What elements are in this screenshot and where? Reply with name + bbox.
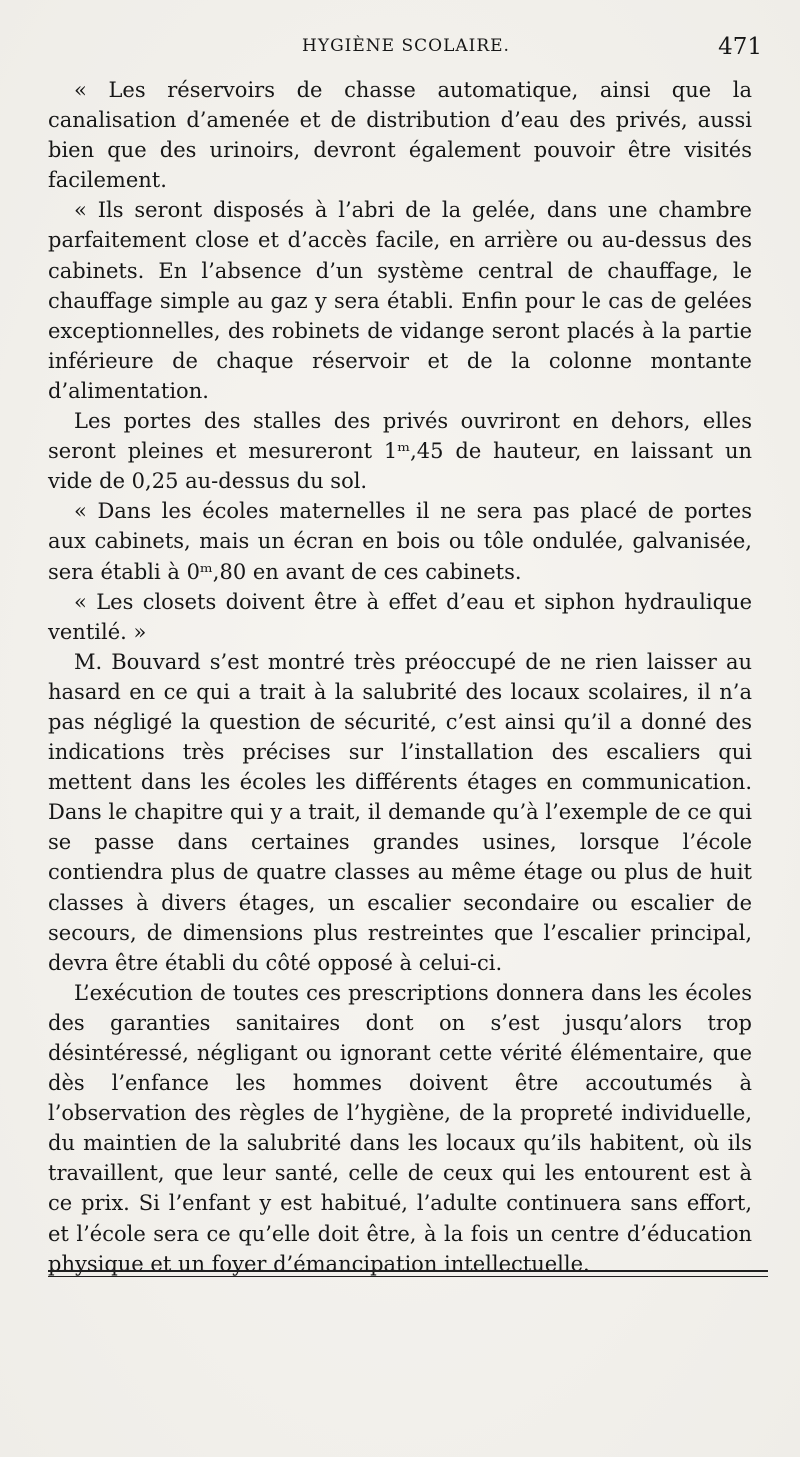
running-title: HYGIÈNE SCOLAIRE. bbox=[302, 36, 510, 56]
paragraph: L’exécution de toutes ces prescriptions donnera dans les écoles des garanties sanitaires dont on s’est jusqu’alors trop désintéressé, négligant ou ignorant cette vérité élémentaire, que dès l’enfance les hommes doivent être accoutumés à l’observation des règles de l’hygiène, de la propreté individuelle, du maintien de la salubrité dans les locaux qu’ils habitent, où ils travaillent, que leur santé, celle de ceux qui les entourent est à ce prix. Si l’enfant y est habitué, l’adulte continuera sans effort, et l’école sera ce qu’elle doit être, à la fois un centre d’éducation physique et un foyer d’émancipation intellectuelle. bbox=[48, 980, 752, 1276]
paragraph: « Les closets doivent être à effet d’eau et siphon hydraulique ventilé. » bbox=[48, 589, 752, 644]
paragraph: M. Bouvard s’est montré très préoccupé de ne rien laisser au hasard en ce qui a trait à la salubrité des locaux scolaires, il n’a pas négligé la question de sécurité, c’est ainsi qu’il a donné des indications très précises sur l’installation des escaliers qui mettent dans les écoles les différents étages en communication. Dans le chapitre qui y a trait, il demande qu’à l’exemple de ce qui se passe dans certaines grandes usines, lorsque l’école contiendra plus de quatre classes au même étage ou plus de huit classes à divers étages, un escalier secondaire ou escalier de secours, de dimensions plus restreintes que l’escalier principal, devra être établi du côté opposé à celui-ci. bbox=[48, 649, 752, 975]
page-number: 471 bbox=[718, 34, 762, 60]
paragraph: « Dans les écoles maternelles il ne sera pas placé de portes aux cabinets, mais un écran en bois ou tôle ondulée, galvanisée, sera établi à 0ᵐ,80 en avant de ces cabinets. bbox=[48, 499, 752, 584]
paragraph: « Les réservoirs de chasse automatique, ainsi que la canalisation d’amenée et de distribution d’eau des privés, aussi bien que des urinoirs, devront également pouvoir être visités facilement. bbox=[48, 78, 752, 193]
paragraph: Les portes des stalles des privés ouvriront en dehors, elles seront pleines et mesureront 1ᵐ,45 de hauteur, en laissant un vide de 0,25 au-dessus du sol. bbox=[48, 409, 752, 494]
paragraph: « Ils seront disposés à l’abri de la gelée, dans une chambre parfaitement close et d’accès facile, en arrière ou au-dessus des cabinets. En l’absence d’un système central de chauffage, le chauffage simple au gaz y sera établi. Enfin pour le cas de gelées exceptionnelles, des robinets de vidange seront placés à la partie inférieure de chaque réservoir et de la colonne montante d’alimentation. bbox=[48, 198, 752, 403]
body-text bbox=[48, 75, 752, 1279]
section-end-rule bbox=[48, 1270, 768, 1272]
section-end-rule bbox=[48, 1276, 768, 1277]
page-header bbox=[48, 36, 764, 66]
